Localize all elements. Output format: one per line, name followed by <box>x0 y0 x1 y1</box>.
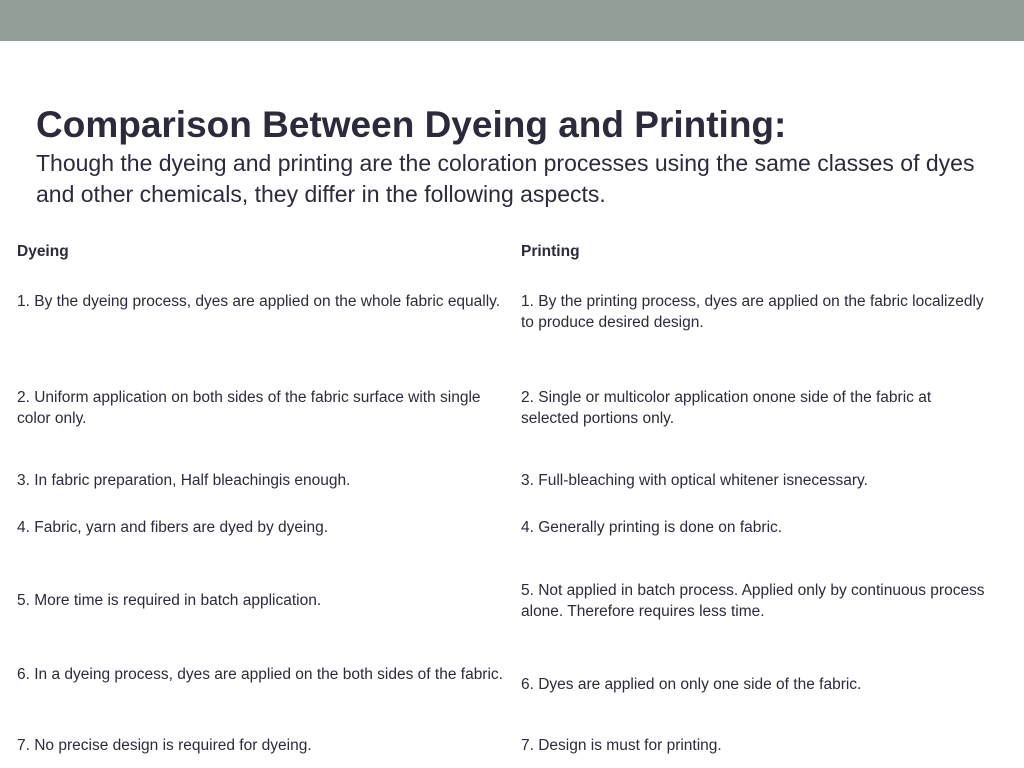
header-dyeing: Dyeing <box>17 243 69 260</box>
dyeing-cell-6: 6. In a dyeing process, dyes are applied on the both sides of the fabric. <box>17 666 503 683</box>
dyeing-cell-1: 1. By the dyeing process, dyes are applied on the whole fabric equally. <box>17 293 501 310</box>
dyeing-cell-7: 7. No precise design is required for dyeing. <box>17 737 312 754</box>
printing-cell-2: 2. Single or multicolor application onone side of the fabric at selected portions only. <box>521 389 932 427</box>
printing-cell-4: 4. Generally printing is done on fabric. <box>521 519 783 536</box>
dyeing-cell-5: 5. More time is required in batch application. <box>17 592 322 609</box>
printing-cell-5: 5. Not applied in batch process. Applied only by continuous process alone. Therefore requires less time. <box>521 582 985 620</box>
slide-subtitle: Though the dyeing and printing are the coloration processes using the same classes of dyes and other chemicals, they differ in the following aspects. <box>36 150 975 207</box>
header-printing: Printing <box>521 243 580 260</box>
printing-cell-7: 7. Design is must for printing. <box>521 737 722 754</box>
top-accent-band <box>0 0 1024 41</box>
dyeing-cell-4: 4. Fabric, yarn and fibers are dyed by dyeing. <box>17 519 329 536</box>
dyeing-cell-2: 2. Uniform application on both sides of the fabric surface with single color only. <box>17 389 481 427</box>
printing-cell-6: 6. Dyes are applied on only one side of the fabric. <box>521 676 862 693</box>
printing-cell-3: 3. Full-bleaching with optical whitener isnecessary. <box>521 472 868 489</box>
slide-title: Comparison Between Dyeing and Printing: <box>36 104 787 145</box>
dyeing-cell-3: 3. In fabric preparation, Half bleachingis enough. <box>17 472 351 489</box>
printing-cell-1: 1. By the printing process, dyes are applied on the fabric localizedly to produce desired design. <box>521 293 984 331</box>
